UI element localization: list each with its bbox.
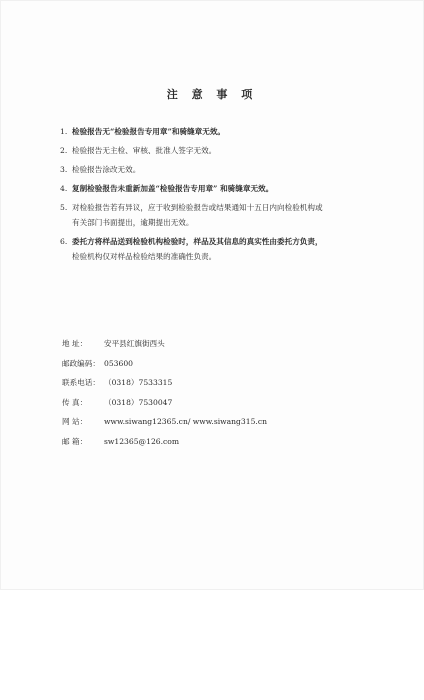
note-number: 2. [60,146,68,155]
note-text: 检验报告无主检、审核、批准人签字无效。 [72,146,217,155]
note-number: 5. [60,203,68,212]
note-number: 4. [60,184,68,193]
note-text [72,200,380,230]
note-item [60,162,380,177]
notes-list [60,124,380,268]
note-text [72,234,380,264]
note-text-line: 对检验报告若有异议，应于收到检验报告或结果通知十五日内向检验机构或 [72,203,323,212]
address-row [62,338,382,350]
phone-row [62,377,382,389]
note-text: 检验报告无“检验报告专用章”和骑缝章无效。 [72,127,226,136]
website-value: www.siwang12365.cn/ www.siwang315.cn [104,417,267,426]
fax-row [62,397,382,409]
email-label: 邮 箱： [62,436,88,446]
note-item [60,200,380,230]
website-row [62,416,382,428]
note-item [60,234,380,264]
fax-value: （0318）7530047 [104,397,173,407]
page-title: 注 意 事 项 [166,88,258,101]
postcode-row [62,358,382,370]
note-number: 3. [60,165,68,174]
note-item [60,124,380,139]
website-label: 网 站： [62,417,88,426]
phone-value: （0318）7533315 [104,378,173,387]
note-text-line: 检验机构仅对样品检验结果的准确性负责。 [72,252,217,261]
contact-info [62,338,382,455]
email-value: sw12365@126.com [104,436,180,446]
note-number: 1. [60,127,68,136]
note-number: 6. [60,237,68,246]
postcode-value: 053600 [104,358,133,368]
address-value: 安平县红旗街西头 [104,339,165,348]
note-item [60,143,380,158]
email-row [62,436,382,448]
phone-label: 联系电话： [62,378,100,387]
postcode-label: 邮政编码： [62,358,100,368]
address-label: 地 址： [62,339,88,348]
note-text-line: 有关部门书面提出，逾期提出无效。 [72,218,194,227]
note-text: 检验报告涂改无效。 [72,165,141,174]
fax-label: 传 真： [62,397,88,407]
note-text: 复制检验报告未重新加盖“检验报告专用章” 和骑缝章无效。 [72,184,274,193]
note-item [60,181,380,196]
note-text-line: 委托方将样品送到检验机构检验时，样品及其信息的真实性由委托方负责， [72,237,323,246]
